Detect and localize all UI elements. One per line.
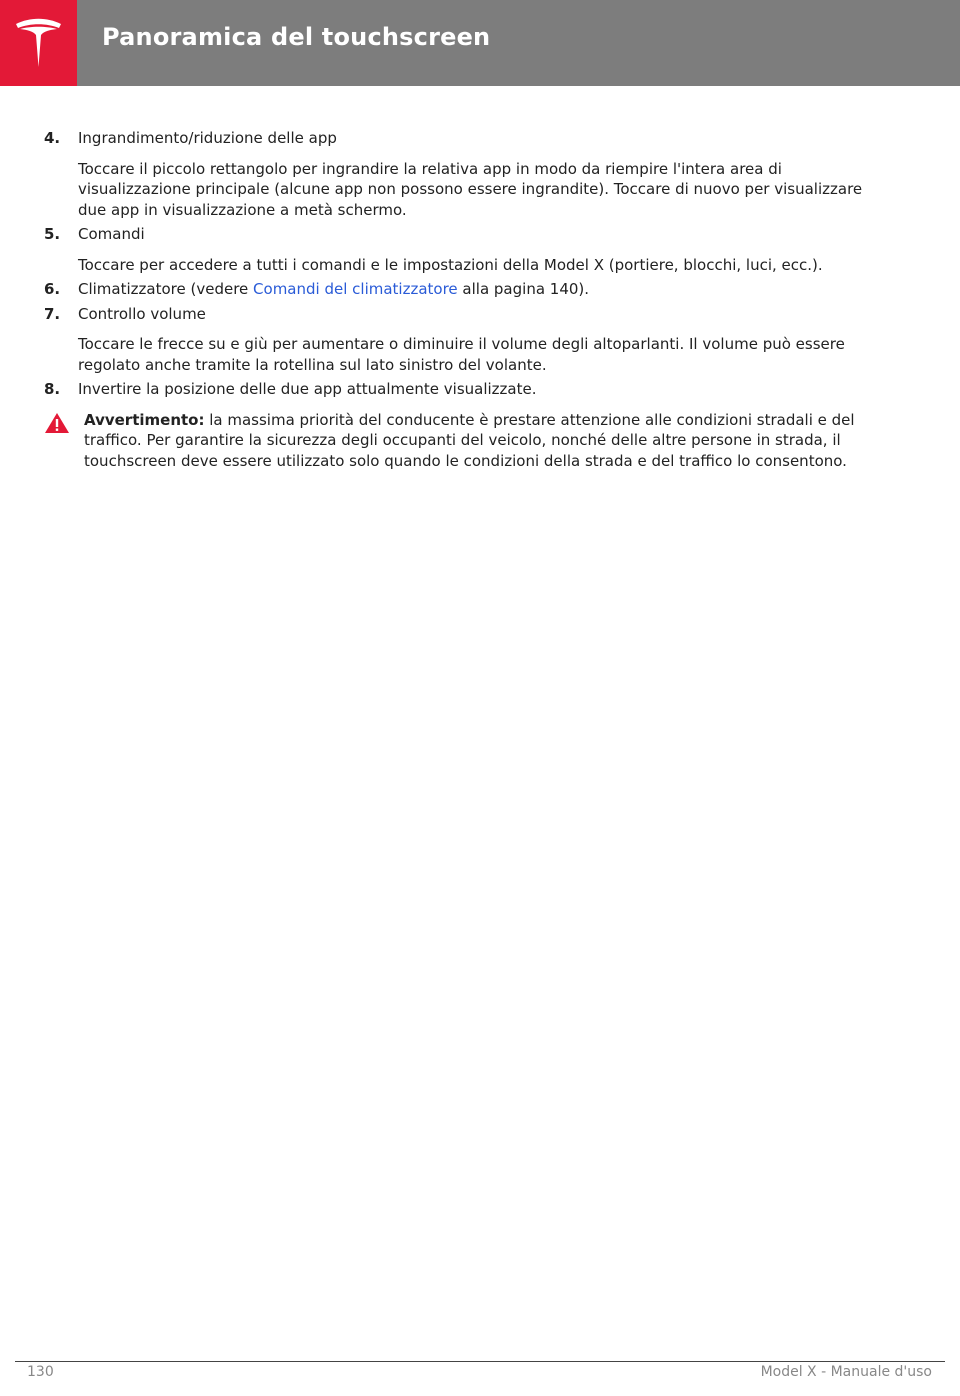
warning-label: Avvertimento: [84, 410, 205, 429]
item-description: Toccare le frecce su e giù per aumentare o diminuire il volume degli altoparlanti. Il volume può essere regolato anche tramite la rotellina sul lato sinistro del volante. [78, 335, 845, 374]
list-item-6 [44, 279, 874, 300]
item-title: Comandi [78, 225, 145, 243]
climate-controls-link[interactable]: Comandi del climatizzatore [253, 280, 458, 298]
brand-logo [0, 0, 77, 86]
list-item-4 [44, 128, 874, 220]
page-header [0, 0, 960, 86]
item-number: 4. [44, 129, 61, 147]
footer-divider [15, 1361, 945, 1362]
item-description: Toccare per accedere a tutti i comandi e le impostazioni della Model X (portiere, blocchi, luci, ecc.). [78, 255, 823, 274]
item-number: 8. [44, 380, 61, 398]
document-title: Model X - Manuale d'uso [760, 1364, 932, 1380]
warning-box [44, 410, 874, 472]
warning-text: la massima priorità del conducente è prestare attenzione alle condizioni stradali e del traffico. Per garantire la sicurezza degli occupanti del veicolo, nonché delle altre persone in strada, il touchscreen deve essere utilizzato solo quando le condizioni della strada e del traffico lo consentono. [84, 410, 855, 470]
item-title-before: Climatizzatore (vedere [78, 280, 254, 298]
item-description: Toccare il piccolo rettangolo per ingrandire la relativa app in modo da riempire l'intera area di visualizzazione principale (alcune app non possono essere ingrandite). Toccare di nuovo per visualizzare due app in visualizzazione a metà schermo. [78, 159, 863, 219]
tesla-logo-icon [12, 16, 65, 70]
item-title: Invertire la posizione delle due app attualmente visualizzate. [78, 380, 537, 398]
page-number: 130 [27, 1364, 54, 1380]
list-item-8 [44, 379, 874, 400]
item-number: 6. [44, 280, 61, 298]
item-number: 5. [44, 225, 61, 243]
page-title: Panoramica del touchscreen [102, 23, 491, 51]
content-area [44, 128, 874, 471]
item-number: 7. [44, 304, 61, 323]
item-title-after: alla pagina 140). [457, 280, 590, 298]
item-title: Ingrandimento/riduzione delle app [78, 129, 337, 147]
item-title: Controllo volume [78, 304, 206, 323]
list-item-7 [44, 304, 874, 376]
warning-triangle-icon [44, 412, 70, 434]
list-item-5 [44, 224, 874, 275]
